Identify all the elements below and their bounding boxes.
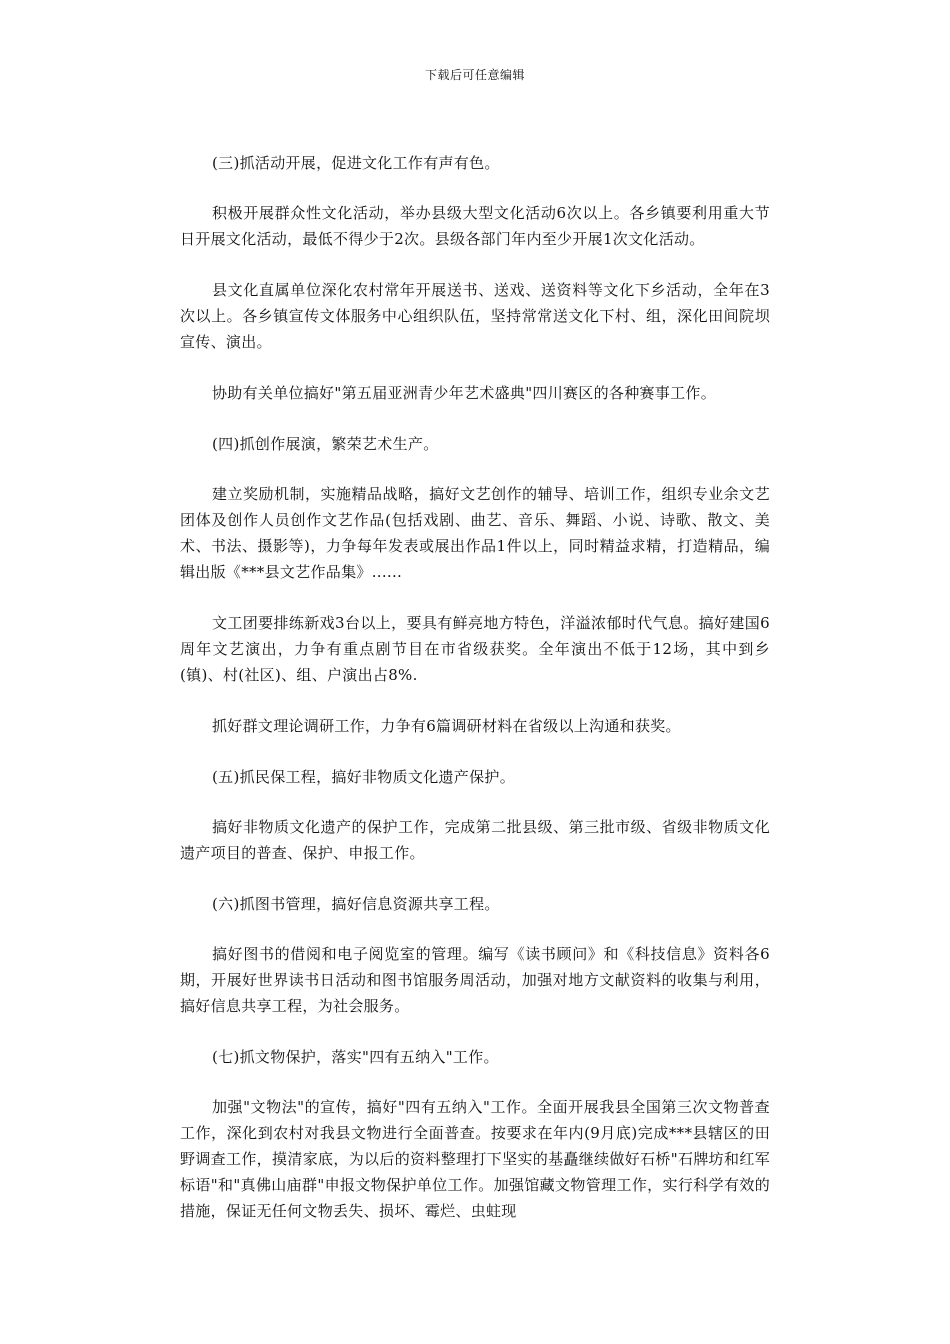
paragraph: 加强"文物法"的宣传，搞好"四有五纳入"工作。全面开展我县全国第三次文物普查工作，深化到农村对我县文物进行全面普查。按要求在年内(9月底)完成***县辖区的田野调查工作，摸清家底，为以后的资料整理打下坚实的基矗继续做好石桥"石牌坊和红军标语"和"真佛山庙群"申报文物保护单位工作。加强馆藏文物管理工作，实行科学有效的措施，保证无任何文物丢失、损坏、霉烂、虫蛀现 xyxy=(180,1098,770,1220)
page-header-note: 下载后可任意编辑 xyxy=(424,68,525,82)
section-heading-7: (七)抓文物保护，落实"四有五纳入"工作。 xyxy=(212,1048,499,1066)
paragraph: 积极开展群众性文化活动，举办县级大型文化活动6次以上。各乡镇要利用重大节日开展文化活动，最低不得少于2次。县级各部门年内至少开展1次文化活动。 xyxy=(180,204,770,248)
section-heading-5: (五)抓民保工程，搞好非物质文化遗产保护。 xyxy=(212,768,516,786)
paragraph: 建立奖励机制，实施精品战略，搞好文艺创作的辅导、培训工作，组织专业余文艺团体及创作人员创作文艺作品(包括戏剧、曲艺、音乐、舞蹈、小说、诗歌、散文、美术、书法、摄影等)，力争每年发表或展出作品1件以上，同时精益求精，打造精品，编辑出版《***县文艺作品集》...... xyxy=(180,485,770,581)
paragraph: 搞好图书的借阅和电子阅览室的管理。编写《读书顾问》和《科技信息》资料各6期，开展好世界读书日活动和图书馆服务周活动，加强对地方文献资料的收集与利用，搞好信息共享工程，为社会服务。 xyxy=(180,945,770,1015)
document-body xyxy=(180,150,770,1249)
paragraph: 文工团要排练新戏3台以上，要具有鲜亮地方特色，洋溢浓郁时代气息。搞好建国6周年文艺演出，力争有重点剧节目在市省级获奖。全年演出不低于12场，其中到乡(镇)、村(社区)、组、户演出占8%. xyxy=(180,614,770,684)
paragraph: 县文化直属单位深化农村常年开展送书、送戏、送资料等文化下乡活动，全年在3次以上。各乡镇宣传文体服务中心组织队伍，坚持常常送文化下村、组，深化田间院坝宣传、演出。 xyxy=(180,281,770,351)
paragraph: 协助有关单位搞好"第五届亚洲青少年艺术盛典"四川赛区的各种赛事工作。 xyxy=(212,384,717,402)
section-heading-6: (六)抓图书管理，搞好信息资源共享工程。 xyxy=(212,895,500,913)
section-heading-4: (四)抓创作展演，繁荣艺术生产。 xyxy=(212,435,439,453)
paragraph: 抓好群文理论调研工作，力争有6篇调研材料在省级以上沟通和获奖。 xyxy=(212,717,681,735)
section-heading-3: (三)抓活动开展，促进文化工作有声有色。 xyxy=(212,154,500,172)
paragraph: 搞好非物质文化遗产的保护工作，完成第二批县级、第三批市级、省级非物质文化遗产项目的普查、保护、申报工作。 xyxy=(180,818,770,862)
